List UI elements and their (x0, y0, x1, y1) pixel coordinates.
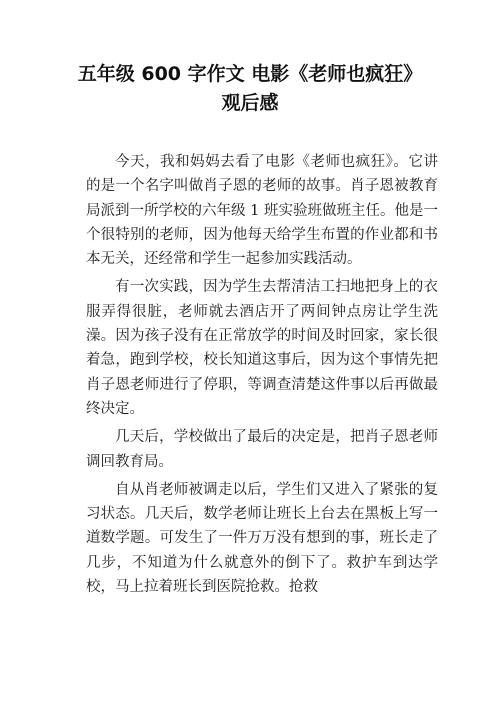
paragraph-4: 自从肖老师被调走以后，学生们又进入了紧张的复习状态。几天后，数学老师让班长上台去在黑板上写一道数学题。可发生了一件万万没有想到的事，班长走了几步，不知道为什么就意外的倒下了。救护车到达学校，马上拉着班长到医院抢救。抢救 (86, 481, 438, 596)
title-line-2: 观后感 (221, 92, 279, 114)
paragraph-2: 有一次实践，因为学生去帮清洁工扫地把身上的衣服弄得很脏，老师就去酒店开了两间钟点房让学生洗澡。因为孩子没有在正常放学的时间及时回家，家长很着急，跑到学校，校长知道这事后，因为这个事情先把肖子恩老师进行了停职，等调查清楚这件事以后再做最终决定。 (86, 279, 438, 417)
document-body (86, 150, 438, 603)
paragraph-1: 今天，我和妈妈去看了电影《老师也疯狂》。它讲的是一个名字叫做肖子恩的老师的故事。肖子恩被教育局派到一所学校的六年级 1 班实验班做班主任。他是一个很特别的老师，因为他每天给学生布置的作业都和书本无关，还经常和学生一起参加实践活动。 (86, 154, 438, 268)
paragraph-3: 几天后，学校做出了最后的决定是，把肖子恩老师调回教育局。 (86, 429, 438, 470)
title-line-1: 五年级 600 字作文 电影《老师也疯狂》 (77, 63, 423, 85)
document-title (40, 60, 460, 118)
